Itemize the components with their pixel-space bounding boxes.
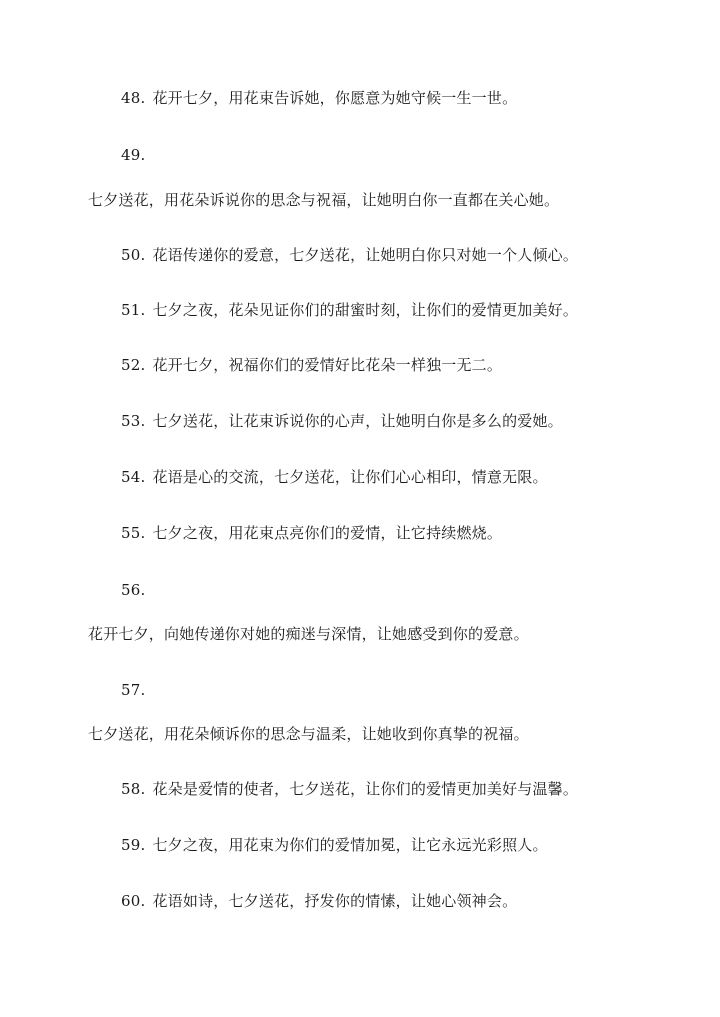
list-item <box>121 245 578 265</box>
item-number: 49. <box>121 146 146 164</box>
item-number: 51. <box>121 301 146 319</box>
list-item <box>121 467 548 487</box>
item-number: 53. <box>121 412 146 430</box>
item-text: 花朵是爱情的使者，七夕送花，让你们的爱情更加美好与温馨。 <box>152 780 579 798</box>
item-text: 七夕送花，让花束诉说你的心声，让她明白你是多么的爱她。 <box>152 412 563 430</box>
list-item-number-line <box>121 680 152 700</box>
list-item <box>121 88 517 108</box>
list-item <box>121 779 578 799</box>
item-text: 七夕之夜，花朵见证你们的甜蜜时刻，让你们的爱情更加美好。 <box>152 301 579 319</box>
item-text: 花开七夕，祝福你们的爱情好比花朵一样独一无二。 <box>152 356 503 374</box>
list-item <box>121 523 502 543</box>
item-text: 七夕送花，用花朵诉说你的思念与祝福，让她明白你一直都在关心她。 <box>88 191 560 209</box>
item-number: 50. <box>121 246 146 264</box>
list-item <box>121 411 563 431</box>
item-text: 花语是心的交流，七夕送花，让你们心心相印，情意无限。 <box>152 468 548 486</box>
list-item <box>121 355 502 375</box>
item-text: 七夕之夜，用花束为你们的爱情加冕，让它永远光彩照人。 <box>152 836 548 854</box>
item-text: 七夕之夜，用花束点亮你们的爱情，让它持续燃烧。 <box>152 524 503 542</box>
item-text: 花语传递你的爱意，七夕送花，让她明白你只对她一个人倾心。 <box>152 246 579 264</box>
item-number: 56. <box>121 581 146 599</box>
item-number: 52. <box>121 356 146 374</box>
item-number: 59. <box>121 836 146 854</box>
item-text: 七夕送花，用花朵倾诉你的思念与温柔，让她收到你真挚的祝福。 <box>88 725 529 743</box>
item-text: 花开七夕，向她传递你对她的痴迷与深情，让她感受到你的爱意。 <box>88 625 529 643</box>
item-text: 花语如诗，七夕送花，抒发你的情愫，让她心领神会。 <box>152 892 518 910</box>
list-item-text-line <box>88 624 529 644</box>
item-number: 48. <box>121 89 146 107</box>
list-item-text-line <box>88 190 559 210</box>
list-item-number-line <box>121 580 152 600</box>
item-number: 55. <box>121 524 146 542</box>
item-number: 60. <box>121 892 146 910</box>
item-number: 57. <box>121 681 146 699</box>
list-item-text-line <box>88 724 529 744</box>
list-item <box>121 891 517 911</box>
item-number: 54. <box>121 468 146 486</box>
item-text: 花开七夕，用花束告诉她，你愿意为她守候一生一世。 <box>152 89 518 107</box>
list-item <box>121 835 548 855</box>
list-item <box>121 300 578 320</box>
list-item-number-line <box>121 145 152 165</box>
item-number: 58. <box>121 780 146 798</box>
